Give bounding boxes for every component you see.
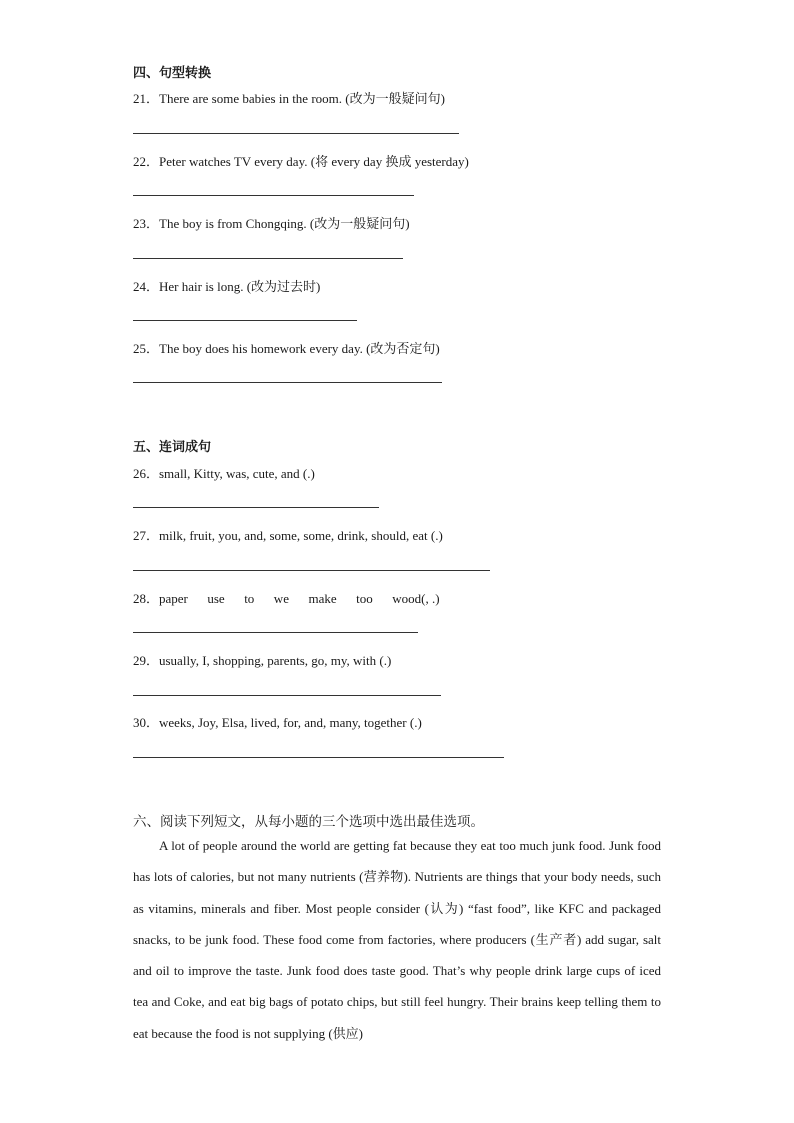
question-26: 26．small, Kitty, was, cute, and (.) (133, 466, 315, 481)
answer-line-21[interactable] (133, 133, 459, 134)
answer-line-27[interactable] (133, 570, 490, 571)
answer-line-29[interactable] (133, 695, 441, 696)
section-4-title: 四、句型转换 (133, 66, 212, 81)
question-25: 25．The boy does his homework every day. (改为否定句) (133, 341, 440, 356)
answer-line-26[interactable] (133, 507, 379, 508)
reading-passage (133, 830, 661, 1049)
passage-text: A lot of people around the world are getting fat because they eat too much junk food. Junk food has lots of calories, but not many nutrients (营养物). Nutrients are things that your body needs, such as vitamins, minerals and fiber. Most people consider (认为) “fast food”, like KFC and packaged snacks, to be junk food. These food come from factories, where producers (生产者) add sugar, salt and oil to improve the taste. Junk food does taste good. That’s why people drink large cups of iced tea and Coke, and eat big bags of potato chips, but still feel hungry. Their brains keep telling them to eat because the food is not supplying (供应) (133, 838, 661, 1041)
question-24: 24．Her hair is long. (改为过去时) (133, 279, 321, 294)
answer-line-23[interactable] (133, 258, 403, 259)
question-27: 27．milk, fruit, you, and, some, some, drink, should, eat (.) (133, 528, 443, 543)
answer-line-22[interactable] (133, 195, 414, 196)
question-28: 28．paper use to we make too wood(, .) (133, 591, 440, 606)
answer-line-30[interactable] (133, 757, 504, 758)
answer-line-28[interactable] (133, 632, 418, 633)
question-22: 22．Peter watches TV every day. (将 every day 换成 yesterday) (133, 154, 469, 169)
question-23: 23．The boy is from Chongqing. (改为一般疑问句) (133, 216, 410, 231)
question-29: 29．usually, I, shopping, parents, go, my, with (.) (133, 653, 392, 668)
question-30: 30．weeks, Joy, Elsa, lived, for, and, many, together (.) (133, 715, 422, 730)
question-21: 21．There are some babies in the room. (改为一般疑问句) (133, 91, 445, 106)
answer-line-24[interactable] (133, 320, 357, 321)
answer-line-25[interactable] (133, 382, 442, 383)
section-5-title: 五、连词成句 (133, 440, 212, 455)
section-6-title: 六、阅读下列短文，从每小题的三个选项中选出最佳选项。 (133, 814, 484, 830)
